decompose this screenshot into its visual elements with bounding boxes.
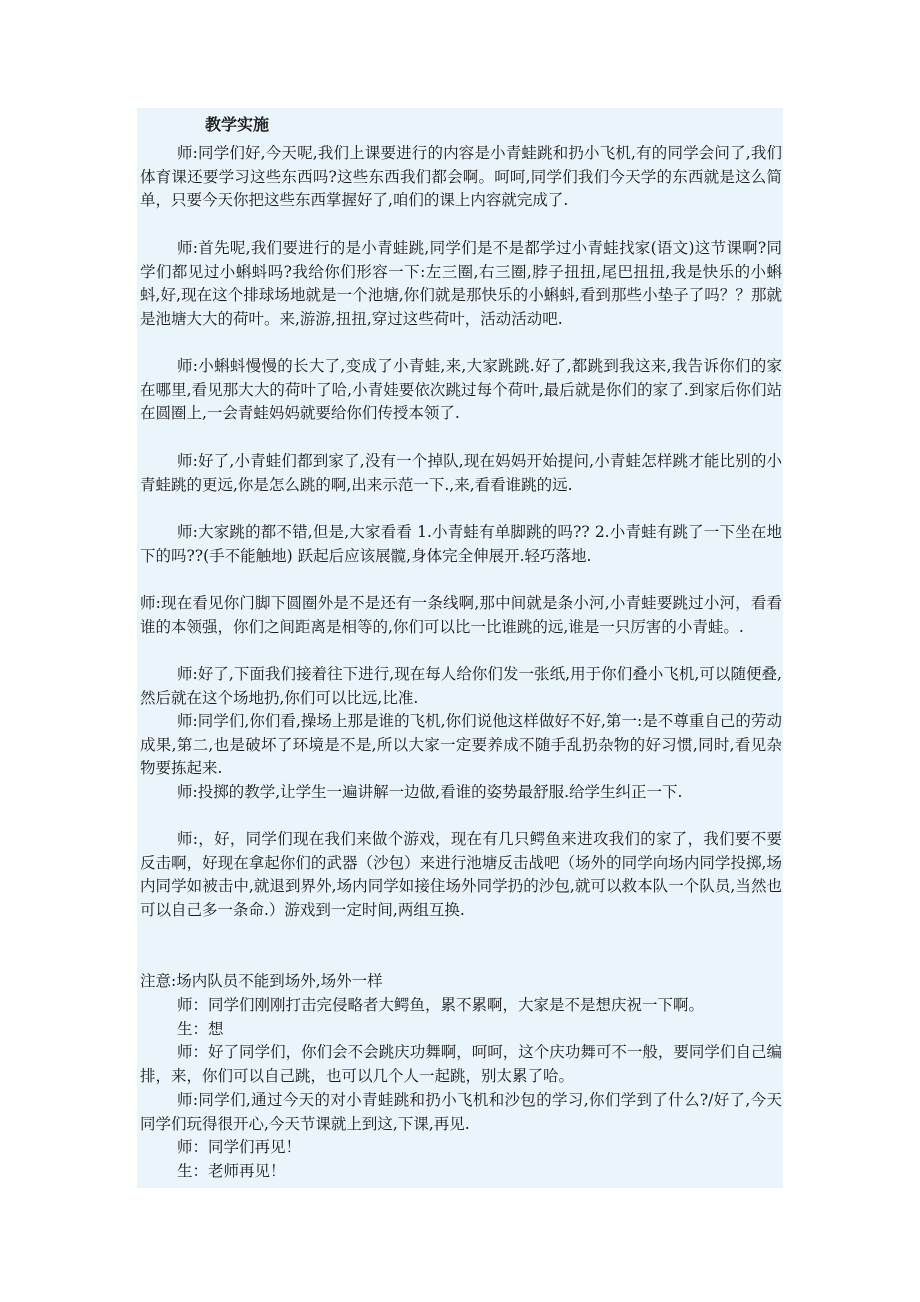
paragraph-paper-plane: 师:好了,下面我们接着往下进行,现在每人给你们发一张纸,用于你们叠小飞机,可以随便叠,然后就在这个场地扔,你们可以比远,比准. xyxy=(140,665,782,707)
paragraph-throwing: 师:投掷的教学,让学生一遍讲解一边做,看谁的姿势最舒服.给学生纠正一下. xyxy=(177,783,683,801)
paragraph-intro: 师:同学们好,今天呢,我们上课要进行的内容是小青蛙跳和扔小飞机,有的同学会问了,我们体育课还要学习这些东西吗?这些东西我们都会啊。呵呵,同学们我们今天学的东西就是这么简单，只要今天你把这些东西掌握好了,咱们的课上内容就完成了. xyxy=(140,144,782,210)
paragraph-student-bye: 生：老师再见！ xyxy=(177,1162,286,1180)
paragraph-jump-far: 师:好了,小青蛙们都到家了,没有一个掉队,现在妈妈开始提问,小青蛙怎样跳才能比别的小青蛙跳的更远,你是怎么跳的啊,出来示范一下.,来,看看谁跳的远. xyxy=(140,452,782,494)
paragraph-check: 师:大家跳的都不错,但是,大家看看 1.小青蛙有单脚跳的吗?? 2.小青蛙有跳了一下坐在地下的吗??(手不能触地) 跃起后应该展髋,身体完全伸展开.轻巧落地. xyxy=(140,523,782,565)
paragraph-litter: 师:同学们,你们看,操场上那是谁的飞机,你们说他这样做好不好,第一:是不尊重自己的劳动成果,第二,也是破坏了环境是不是,所以大家一定要养成不随手乱扔杂物的好习惯,同时,看见杂物要拣起来. xyxy=(140,712,782,778)
paragraph-celebrate: 师：同学们刚刚打击完侵略者大鳄鱼，累不累啊，大家是不是想庆祝一下啊。 xyxy=(177,996,705,1014)
paragraph-grow-frog: 师:小蝌蚪慢慢的长大了,变成了小青蛙,来,大家跳跳.好了,都跳到我这来,我告诉你们的家在哪里,看见那大大的荷叶了哈,小青娃要依次跳过每个荷叶,最后就是你们的家了.到家后你们站在圆圈上,一会青蛙妈妈就要给你们传授本领了. xyxy=(140,357,782,423)
paragraph-teacher-bye: 师：同学们再见！ xyxy=(177,1138,302,1156)
document-body xyxy=(137,108,783,1188)
paragraph-note: 注意:场内队员不能到场外,场外一样 xyxy=(140,972,383,990)
document-title: 教学实施 xyxy=(205,115,270,134)
paragraph-tadpole: 师:首先呢,我们要进行的是小青蛙跳,同学们是不是都学过小青蛙找家(语文)这节课啊?同学们都见过小蝌蚪吗?我给你们形容一下:左三圈,右三圈,脖子扭扭,尾巴扭扭,我是快乐的小蝌蚪,好,现在这个排球场地就是一个池塘,你们就是那快乐的小蝌蚪,看到那些小垫子了吗？？那就是池塘大大的荷叶。来,游游,扭扭,穿过这些荷叶，活动活动吧. xyxy=(140,239,782,328)
paragraph-summary: 师:同学们,通过今天的对小青蛙跳和扔小飞机和沙包的学习,你们学到了什么?/好了,今天同学们玩得很开心,今天节课就上到这,下课,再见. xyxy=(140,1091,782,1133)
paragraph-dance: 师：好了同学们，你们会不会跳庆功舞啊，呵呵，这个庆功舞可不一般，要同学们自己编排，来，你们可以自己跳，也可以几个人一起跳，别太累了哈。 xyxy=(140,1043,782,1085)
paragraph-student-reply: 生：想 xyxy=(177,1020,224,1038)
paragraph-river: 师:现在看见你门脚下圆圈外是不是还有一条线啊,那中间就是条小河,小青蛙要跳过小河，看看谁的本领强，你们之间距离是相等的,你们可以比一比谁跳的远,谁是一只厉害的小青蛙。. xyxy=(140,594,782,636)
paragraph-game: 师:，好，同学们现在我们来做个游戏，现在有几只鳄鱼来进攻我们的家了，我们要不要反击啊，好现在拿起你们的武器（沙包）来进行池塘反击战吧（场外的同学向场内同学投掷,场内同学如被击中,就退到界外,场内同学如接住场外同学扔的沙包,就可以救本队一个队员,当然也可以自己多一条命.）游戏到一定时间,两组互换. xyxy=(140,830,782,919)
